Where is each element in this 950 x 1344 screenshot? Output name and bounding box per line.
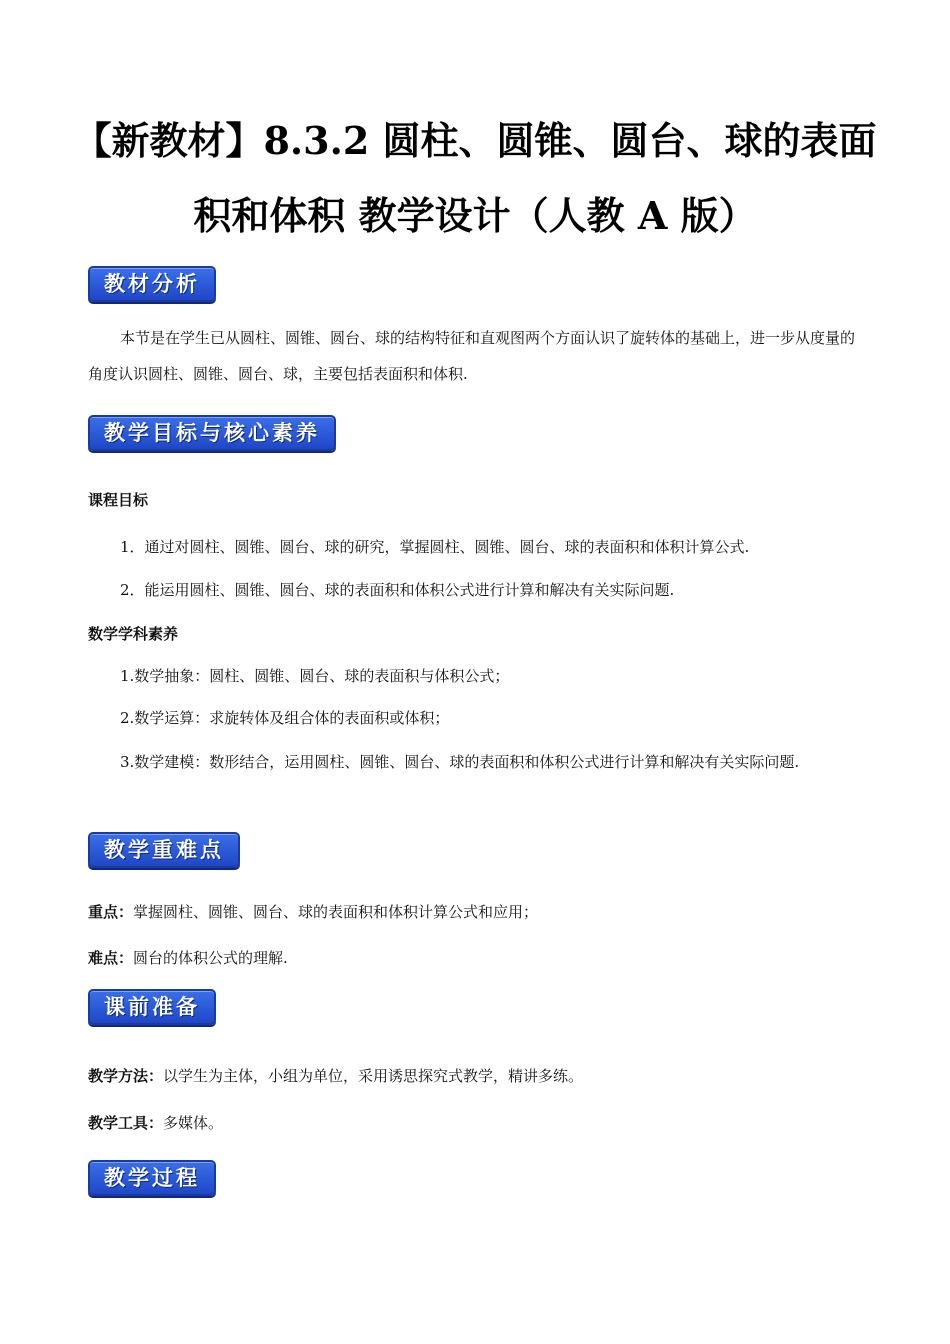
analysis-paragraph: 本节是在学生已从圆柱、圆锥、圆台、球的结构特征和直观图两个方面认识了旋转体的基础上，进一步从度量的角度认识圆柱、圆锥、圆台、球，主要包括表面积和体积. [88, 329, 856, 383]
section-badge-analysis: 教材分析 [88, 266, 216, 302]
teaching-method-text: 以学生为主体，小组为单位，采用诱思探究式教学，精讲多练。 [163, 1067, 584, 1085]
teaching-tool-row [88, 1113, 223, 1133]
key-point-text: 掌握圆柱、圆锥、圆台、球的表面积和体积计算公式和应用； [133, 903, 539, 921]
key-point-row [88, 902, 538, 922]
literacy-item: 2.数学运算：求旋转体及组合体的表面积或体积； [120, 709, 450, 727]
literacy-heading: 数学学科素养 [88, 625, 179, 643]
course-goals-heading: 课程目标 [88, 491, 149, 509]
section-badge-preparation: 课前准备 [88, 989, 216, 1025]
course-goal-item: 2．能运用圆柱、圆锥、圆台、球的表面积和体积公式进行计算和解决有关实际问题. [120, 581, 675, 599]
teaching-method-label: 教学方法： [88, 1067, 164, 1085]
key-point-label: 重点： [88, 903, 134, 921]
course-goal-item: 1．通过对圆柱、圆锥、圆台、球的研究，掌握圆柱、圆锥、圆台、球的表面积和体积计算公式. [120, 538, 750, 556]
section-badge-process: 教学过程 [88, 1160, 216, 1196]
section-badge-key-points: 教学重难点 [88, 832, 240, 868]
document-title-line-1: 【新教材】8.3.2 圆柱、圆锥、圆台、球的表面 [73, 118, 877, 163]
document-title-line-2: 积和体积 教学设计（人教 A 版） [193, 193, 757, 238]
teaching-tool-label: 教学工具： [88, 1114, 164, 1132]
difficult-point-label: 难点： [88, 949, 134, 967]
teaching-tool-text: 多媒体。 [163, 1114, 224, 1132]
literacy-item: 3.数学建模：数形结合，运用圆柱、圆锥、圆台、球的表面积和体积公式进行计算和解决有关实际问题. [120, 753, 800, 771]
section-badge-goals: 教学目标与核心素养 [88, 415, 336, 451]
teaching-method-row [88, 1066, 583, 1086]
literacy-item: 1.数学抽象：圆柱、圆锥、圆台、球的表面积与体积公式； [120, 667, 510, 685]
difficult-point-row [88, 948, 288, 968]
difficult-point-text: 圆台的体积公式的理解. [133, 949, 288, 967]
